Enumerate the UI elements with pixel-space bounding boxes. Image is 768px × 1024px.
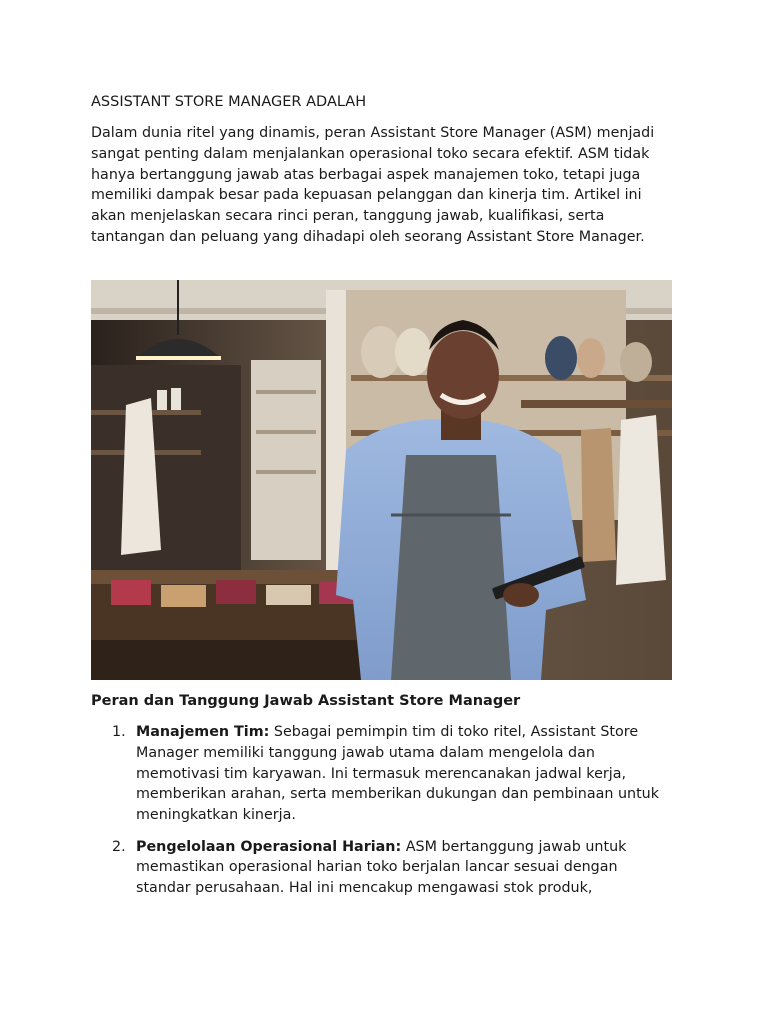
list-item	[91, 722, 675, 826]
list-item-term: Manajemen Tim:	[136, 724, 270, 740]
document-title: ASSISTANT STORE MANAGER ADALAH	[91, 94, 367, 110]
list-item-text: ASM bertanggung jawab untuk memastikan operasional harian toko berjalan lancar sesuai dengan standar perusahaan. Hal ini mencakup mengawasi stok produk,	[136, 838, 627, 897]
responsibility-list	[91, 722, 675, 910]
list-item	[91, 837, 675, 899]
store-photo	[91, 280, 672, 680]
list-item-number: 2.	[112, 838, 126, 855]
list-item-text: Sebagai pemimpin tim di toko ritel, Assistant Store Manager memiliki tanggung jawab utama dalam mengelola dan memotivasi tim karyawan. Ini termasuk merencanakan jadwal kerja, memberikan arahan, serta memberikan dukungan dan pembinaan untuk meningkatkan kinerja.	[136, 724, 660, 824]
intro-paragraph: Dalam dunia ritel yang dinamis, peran Assistant Store Manager (ASM) menjadi sangat penting dalam menjalankan operasional toko secara efektif. ASM tidak hanya bertanggung jawab atas berbagai aspek manajemen toko, tetapi juga memiliki dampak besar pada kepuasan pelanggan dan kinerja tim. Artikel ini akan menjelaskan secara rinci peran, tanggung jawab, kualifikasi, serta tantangan dan peluang yang dihadapi oleh seorang Assistant Store Manager.	[91, 125, 655, 245]
section-heading: Peran dan Tanggung Jawab Assistant Store Manager	[91, 693, 521, 709]
list-item-term: Pengelolaan Operasional Harian:	[136, 838, 402, 855]
list-item-number: 1.	[112, 724, 126, 740]
